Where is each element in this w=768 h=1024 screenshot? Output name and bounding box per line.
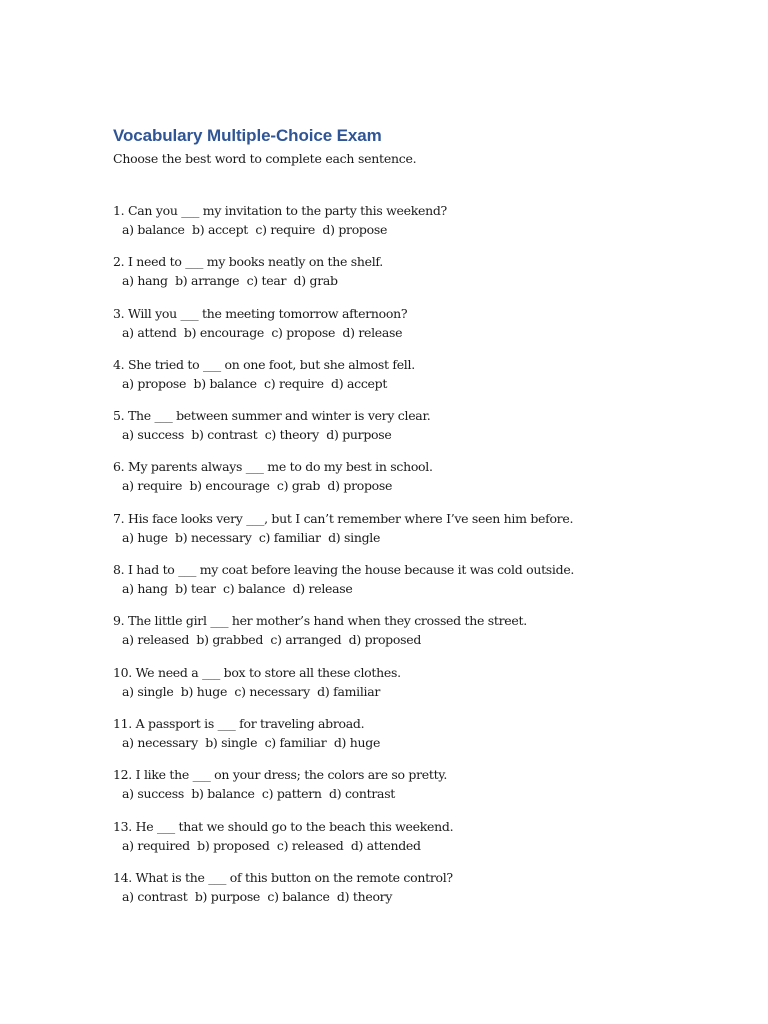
question-item xyxy=(113,868,713,919)
question-options: a) attend b) encourage c) propose d) release xyxy=(122,324,403,340)
question-item xyxy=(113,765,713,816)
question-text: 2. I need to ___ my books neatly on the shelf. xyxy=(113,254,383,270)
question-item xyxy=(113,457,713,508)
question-item xyxy=(113,355,713,406)
question-options: a) success b) balance c) pattern d) contrast xyxy=(122,786,396,802)
question-item xyxy=(113,817,713,868)
question-options: a) hang b) tear c) balance d) release xyxy=(122,581,353,597)
question-text: 14. What is the ___ of this button on the remote control? xyxy=(113,869,453,885)
question-item xyxy=(113,663,713,714)
question-options: a) balance b) accept c) require d) propose xyxy=(122,222,388,237)
question-text: 11. A passport is ___ for traveling abroad. xyxy=(113,715,365,731)
question-item xyxy=(113,304,713,355)
question-text: 6. My parents always ___ me to do my best in school. xyxy=(113,459,433,475)
question-options: a) huge b) necessary c) familiar d) single xyxy=(122,529,381,545)
question-list xyxy=(113,201,713,919)
question-options: a) contrast b) purpose c) balance d) theory xyxy=(122,888,393,904)
question-text: 10. We need a ___ box to store all these clothes. xyxy=(113,664,401,680)
question-item xyxy=(113,611,713,662)
question-options: a) required b) proposed c) released d) attended xyxy=(122,837,421,853)
question-item xyxy=(113,714,713,765)
question-options: a) success b) contrast c) theory d) purpose xyxy=(122,427,392,443)
question-text: 3. Will you ___ the meeting tomorrow afternoon? xyxy=(113,305,408,321)
question-text: 8. I had to ___ my coat before leaving the house because it was cold outside. xyxy=(113,562,575,578)
question-options: a) require b) encourage c) grab d) propose xyxy=(122,478,393,494)
question-text: 9. The little girl ___ her mother’s hand when they crossed the street. xyxy=(113,613,527,629)
question-options: a) hang b) arrange c) tear d) grab xyxy=(122,273,338,289)
question-text: 12. I like the ___ on your dress; the colors are so pretty. xyxy=(113,767,448,783)
question-item xyxy=(113,406,713,457)
question-text: 5. The ___ between summer and winter is very clear. xyxy=(113,408,431,424)
question-text: 4. She tried to ___ on one foot, but she almost fell. xyxy=(113,356,415,372)
exam-page xyxy=(113,124,713,904)
question-text: 7. His face looks very ___, but I can’t remember where I’ve seen him before. xyxy=(113,510,574,526)
question-options: a) propose b) balance c) require d) accept xyxy=(122,375,388,391)
question-options: a) single b) huge c) necessary d) familiar xyxy=(122,683,381,699)
question-options: a) necessary b) single c) familiar d) huge xyxy=(122,734,381,750)
question-item xyxy=(113,252,713,303)
exam-title: Vocabulary Multiple-Choice Exam xyxy=(113,126,382,145)
question-item xyxy=(113,201,713,252)
question-item xyxy=(113,560,713,611)
question-text: 1. Can you ___ my invitation to the party this weekend? xyxy=(113,203,447,218)
exam-instructions: Choose the best word to complete each sentence. xyxy=(113,151,417,166)
question-options: a) released b) grabbed c) arranged d) proposed xyxy=(122,632,422,648)
question-text: 13. He ___ that we should go to the beach this weekend. xyxy=(113,818,454,834)
question-item xyxy=(113,509,713,560)
